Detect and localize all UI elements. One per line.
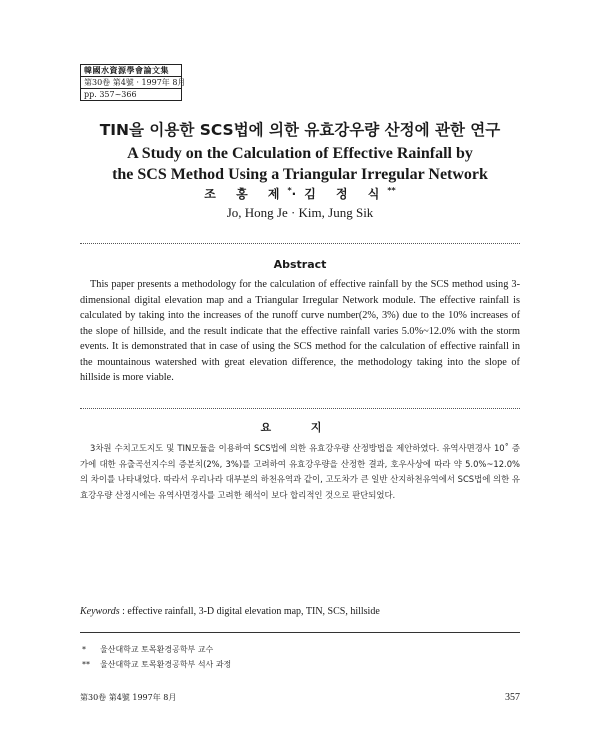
abstract-body: This paper presents a methodology for the calculation of effective rainfall by the SCS method using 3-dimensional digital elevation map and a Triangular Irregular Network module. The effective rainfall is calculated by taking into the increases of the runoff curve number(2%, 3%) due to the 10% increases of the slope of hillside, and the result indicate that the effective rainfall varies 5.0%~12.0% with the storm events. It is demonstrated that in case of using the SCS method for the calculation of effective rainfall in the mountainous watershed with great elevation difference, the methodology taking into the slope of hillside is more viable.: [80, 279, 520, 383]
abstract-heading: Abstract: [273, 258, 327, 271]
dotted-divider-middle: [80, 408, 520, 409]
english-title-line2: the SCS Method Using a Triangular Irregular Network: [112, 166, 488, 183]
keywords-text: effective rainfall, 3-D digital elevation map, TIN, SCS, hillside: [127, 606, 380, 617]
dotted-divider-top: [80, 243, 520, 244]
english-title: [0, 143, 600, 185]
journal-name: 韓國水資源學會論文集: [81, 65, 181, 77]
author-mark-2: **: [387, 186, 396, 195]
yoji-body: 3차원 수치고도지도 및 TIN모듈을 이용하여 SCS법에 의한 유효강우량 산정방법을 제안하였다. 유역사면경사 10˚ 증가에 대한 유출곡선지수의 증분치(2%, 3%)를 고려하여 유효강우량을 산정한 결과, 호우사상에 따라 약 5.0%~12.0%의 차이를 나타내었다. 따라서 우리나라 대부분의 하천유역과 같이, 고도차가 큰 일반 산지하천유역에서 SCS법에 의한 유효강우량 산정시에는 유역사면경사를 고려한 해석이 보다 합리적인 것으로 판단되었다.: [80, 443, 520, 500]
journal-pages: pp. 357~366: [84, 90, 137, 99]
keywords-line: [80, 606, 520, 617]
english-title-line1: A Study on the Calculation of Effective Rainfall by: [127, 145, 473, 162]
footnote-divider: [80, 632, 520, 633]
keywords-separator: :: [119, 606, 128, 617]
author-name-ko-1: 조 홍 제: [204, 187, 288, 201]
footnote-2-mark: **: [82, 660, 90, 669]
footnote-2: [82, 659, 231, 670]
footnote-2-text: 울산대학교 토목환경공학부 석사 과정: [100, 660, 232, 669]
footnote-1-mark: *: [82, 645, 86, 654]
yoji-heading: 요 지: [260, 421, 340, 434]
author-separator: ·: [291, 187, 305, 201]
journal-volume: 第30卷 第4號 · 1997年 8月: [81, 77, 181, 89]
keywords-label: Keywords: [80, 606, 120, 617]
korean-title: TIN을 이용한 SCS법에 의한 유효강우량 산정에 관한 연구: [99, 121, 501, 139]
author-mark-1: *: [287, 186, 292, 195]
author-name-ko-2: 김 정 식: [304, 187, 388, 201]
footer-issue: 第30卷 第4號 1997年 8月: [80, 693, 177, 702]
footnote-1: [82, 644, 213, 655]
journal-info-box: [80, 64, 186, 101]
page-number: 357: [505, 692, 520, 703]
korean-authors: [0, 185, 600, 202]
footnote-1-text: 울산대학교 토목환경공학부 교수: [100, 645, 214, 654]
english-authors: Jo, Hong Je · Kim, Jung Sik: [226, 205, 374, 220]
